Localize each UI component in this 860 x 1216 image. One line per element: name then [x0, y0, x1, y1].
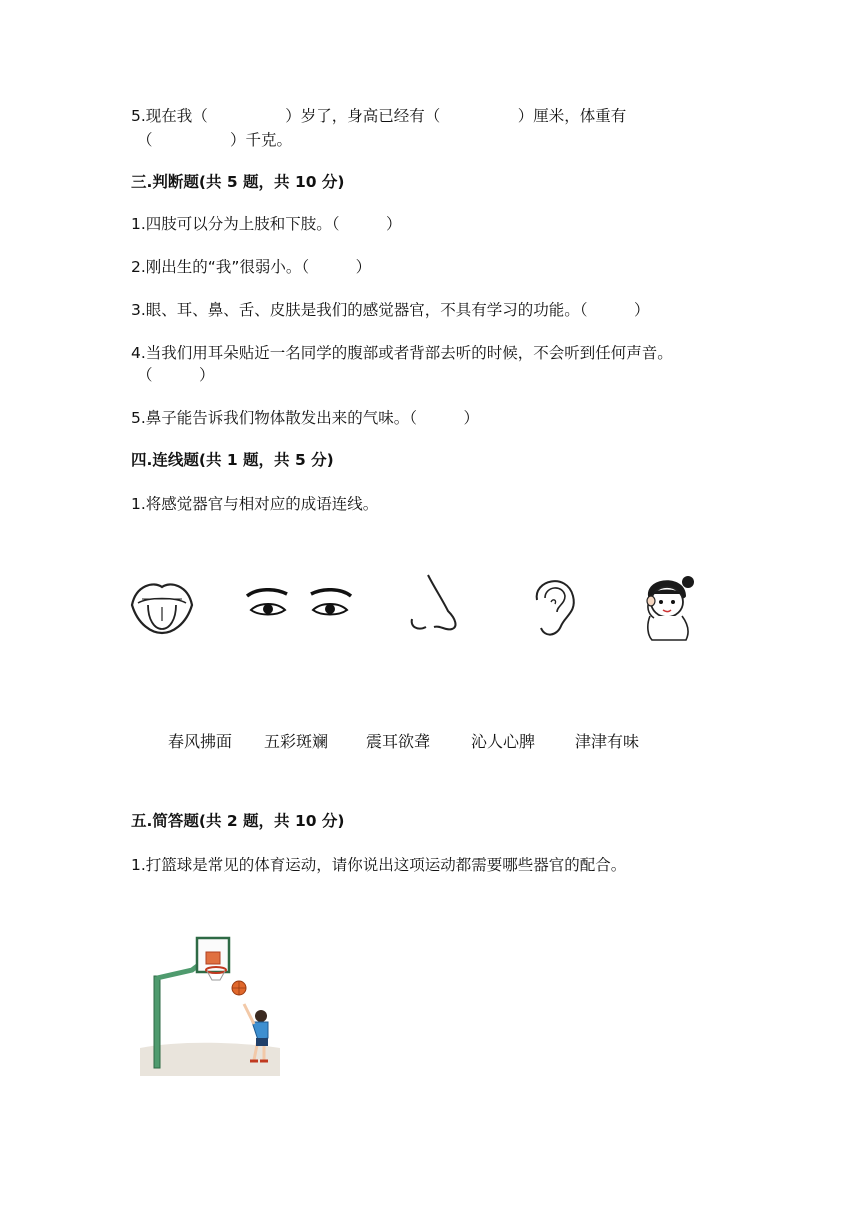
nose-icon: [408, 573, 464, 635]
idiom-2: 五彩斑斓: [264, 732, 329, 751]
judge-item-1: 1.四肢可以分为上肢和下肢。（ ）: [131, 215, 402, 233]
section-5-title: 五.简答题(共 2 题，共 10 分): [131, 812, 345, 830]
short-answer-question: 1.打篮球是常见的体育运动，请你说出这项运动都需要哪些器官的配合。: [131, 856, 627, 874]
ear-icon: [527, 572, 579, 640]
judge-item-5: 5.鼻子能告诉我们物体散发出来的气味。（ ）: [131, 409, 480, 427]
eyes-icon: [245, 588, 353, 624]
idiom-1: 春风拂面: [168, 732, 233, 751]
basketball-player-icon: [140, 930, 280, 1080]
matching-question: 1.将感觉器官与相对应的成语连线。: [131, 495, 379, 513]
judge-item-4: 4.当我们用耳朵贴近一名同学的腹部或者背部去听的时候，不会听到任何声音。: [131, 344, 673, 362]
girl-touching-face-icon: [636, 570, 700, 642]
judge-item-4-blank: （ ）: [137, 366, 215, 384]
question-5-line-2: （ ）千克。: [137, 131, 293, 149]
idiom-5: 津津有味: [575, 732, 640, 751]
judge-item-3: 3.眼、耳、鼻、舌、皮肤是我们的感觉器官，不具有学习的功能。（ ）: [131, 301, 650, 319]
mouth-tongue-icon: [128, 575, 196, 637]
idiom-4: 沁人心脾: [471, 732, 536, 751]
section-3-title: 三.判断题(共 5 题，共 10 分): [131, 173, 345, 191]
question-5-line-1: 5.现在我（ ）岁了，身高已经有（ ）厘米，体重有: [131, 107, 627, 125]
section-4-title: 四.连线题(共 1 题，共 5 分): [131, 451, 334, 469]
idiom-3: 震耳欲聋: [366, 732, 431, 751]
judge-item-2: 2.刚出生的“我”很弱小。（ ）: [131, 258, 372, 276]
idiom-row: [0, 729, 860, 753]
